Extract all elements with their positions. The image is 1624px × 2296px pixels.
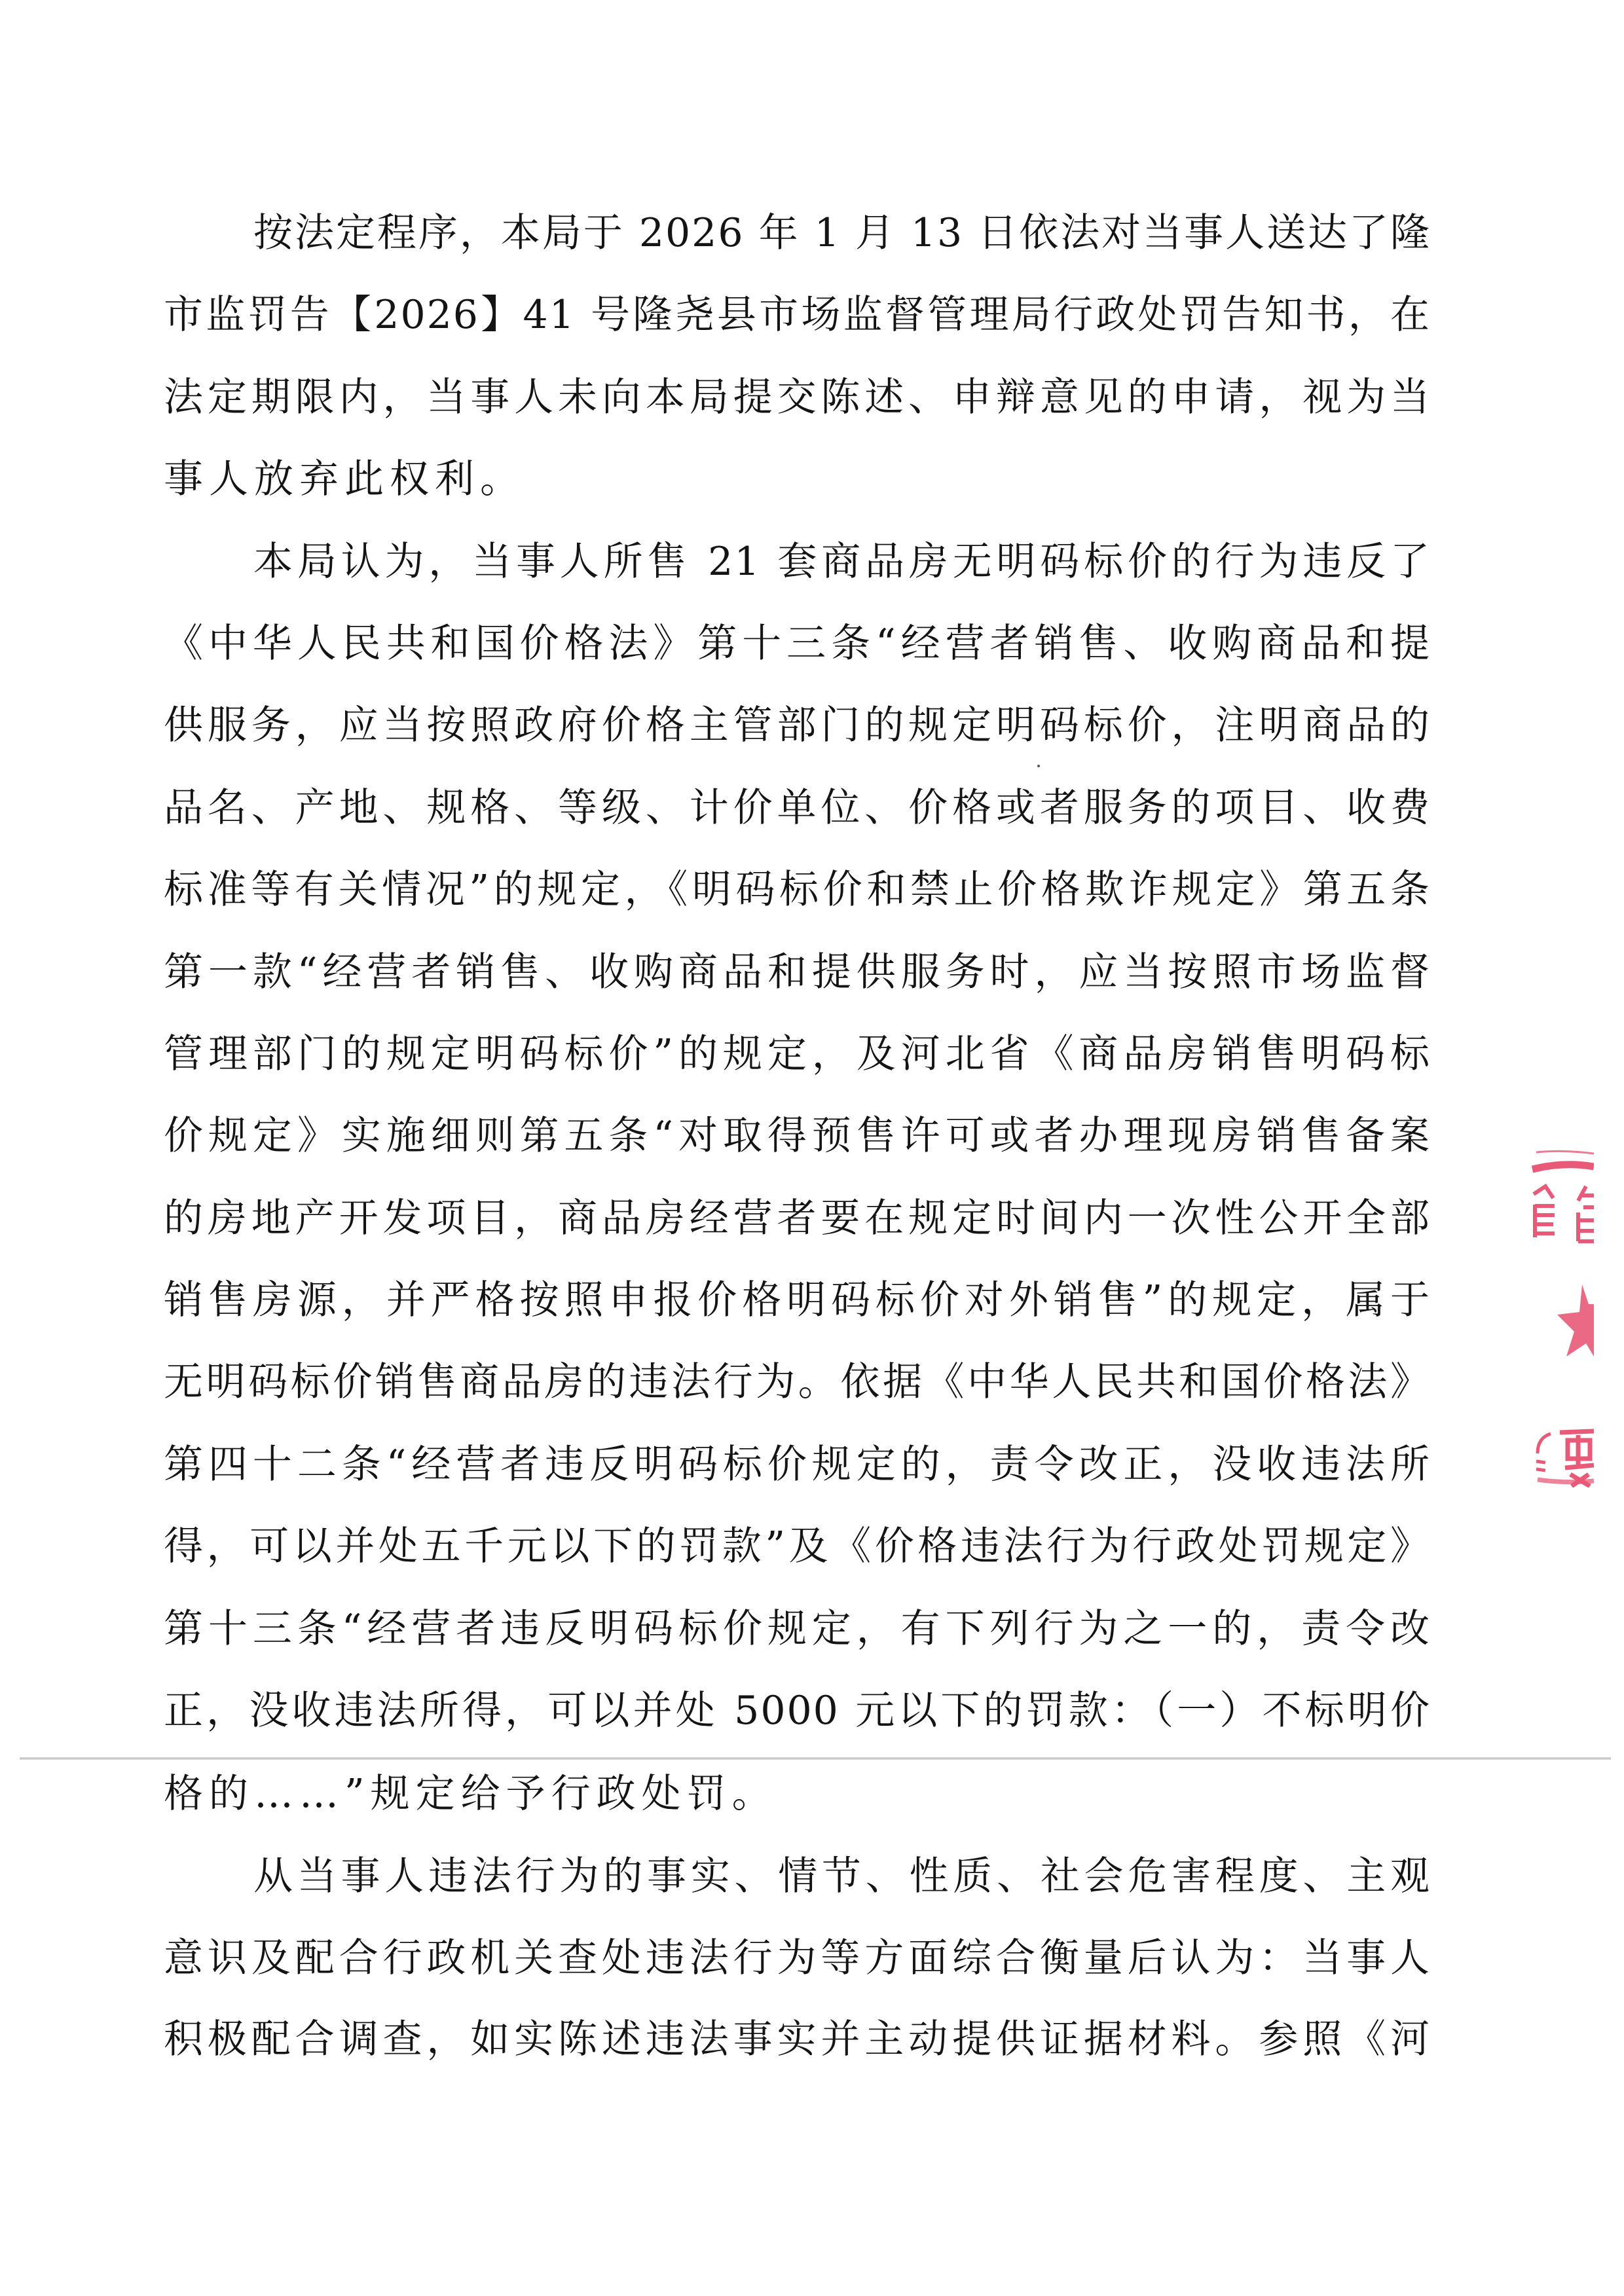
text-line: 价规定》实施细则第五条“对取得预售许可或者办理现房销售备案 (164, 1113, 1431, 1159)
seal-char-right-bottom (1560, 1431, 1594, 1486)
scan-speck (1037, 765, 1040, 767)
text-line: 按法定程序，本局于 2026 年 1 月 13 日依法对当事人送达了隆 (253, 210, 1431, 256)
text-line: 本局认为，当事人所售 21 套商品房无明码标价的行为违反了 (253, 539, 1431, 585)
text-line: 的房地产开发项目，商品房经营者要在规定时间内一次性公开全部 (164, 1195, 1431, 1241)
text-line: 正，没收违法所得，可以并处 5000 元以下的罚款：（一）不标明价 (164, 1688, 1431, 1734)
text-line: 供服务，应当按照政府价格主管部门的规定明码标价，注明商品的 (164, 702, 1431, 748)
text-line: 法定期限内，当事人未向本局提交陈述、申辩意见的申请，视为当 (164, 374, 1431, 420)
text-line: 无明码标价销售商品房的违法行为。依据《中华人民共和国价格法》 (164, 1359, 1431, 1405)
text-line: 意识及配合行政机关查处违法行为等方面综合衡量后认为：当事人 (164, 1935, 1431, 1981)
scan-artifact-divider (20, 1757, 1611, 1760)
seal-char-left-top (1534, 1186, 1555, 1237)
seal-char-right-top (1578, 1186, 1594, 1241)
star-icon (1557, 1285, 1594, 1357)
text-line: 第一款“经营者销售、收购商品和提供服务时，应当按照市场监督 (164, 949, 1431, 995)
text-line: 从当事人违法行为的事实、情节、性质、社会危害程度、主观 (253, 1853, 1431, 1899)
official-seal-partial (1531, 1147, 1594, 1487)
text-line: 积极配合调查，如实陈述违法事实并主动提供证据材料。参照《河 (164, 2016, 1431, 2062)
text-line: 《中华人民共和国价格法》第十三条“经营者销售、收购商品和提 (164, 621, 1431, 666)
text-line: 第十三条“经营者违反明码标价规定，有下列行为之一的，责令改 (164, 1606, 1431, 1652)
text-line: 得，可以并处五千元以下的罚款”及《价格违法行为行政处罚规定》 (164, 1523, 1431, 1569)
text-line: 标准等有关情况”的规定，《明码标价和禁止价格欺诈规定》第五条 (164, 867, 1431, 913)
seal-char-left-bottom (1536, 1434, 1551, 1470)
text-line: 事人放弃此权利。 (164, 456, 525, 502)
text-line: 市监罚告【2026】41 号隆尧县市场监督管理局行政处罚告知书，在 (164, 292, 1431, 338)
text-line: 格的……”规定给予行政处罚。 (164, 1771, 777, 1817)
text-line: 第四十二条“经营者违反明码标价规定的，责令改正，没收违法所 (164, 1442, 1431, 1487)
seal-graphic (1531, 1147, 1594, 1487)
text-line: 管理部门的规定明码标价”的规定，及河北省《商品房销售明码标 (164, 1031, 1431, 1077)
text-line: 品名、产地、规格、等级、计价单位、价格或者服务的项目、收费 (164, 785, 1431, 831)
text-line: 销售房源，并严格按照申报价格明码标价对外销售”的规定，属于 (164, 1277, 1431, 1323)
